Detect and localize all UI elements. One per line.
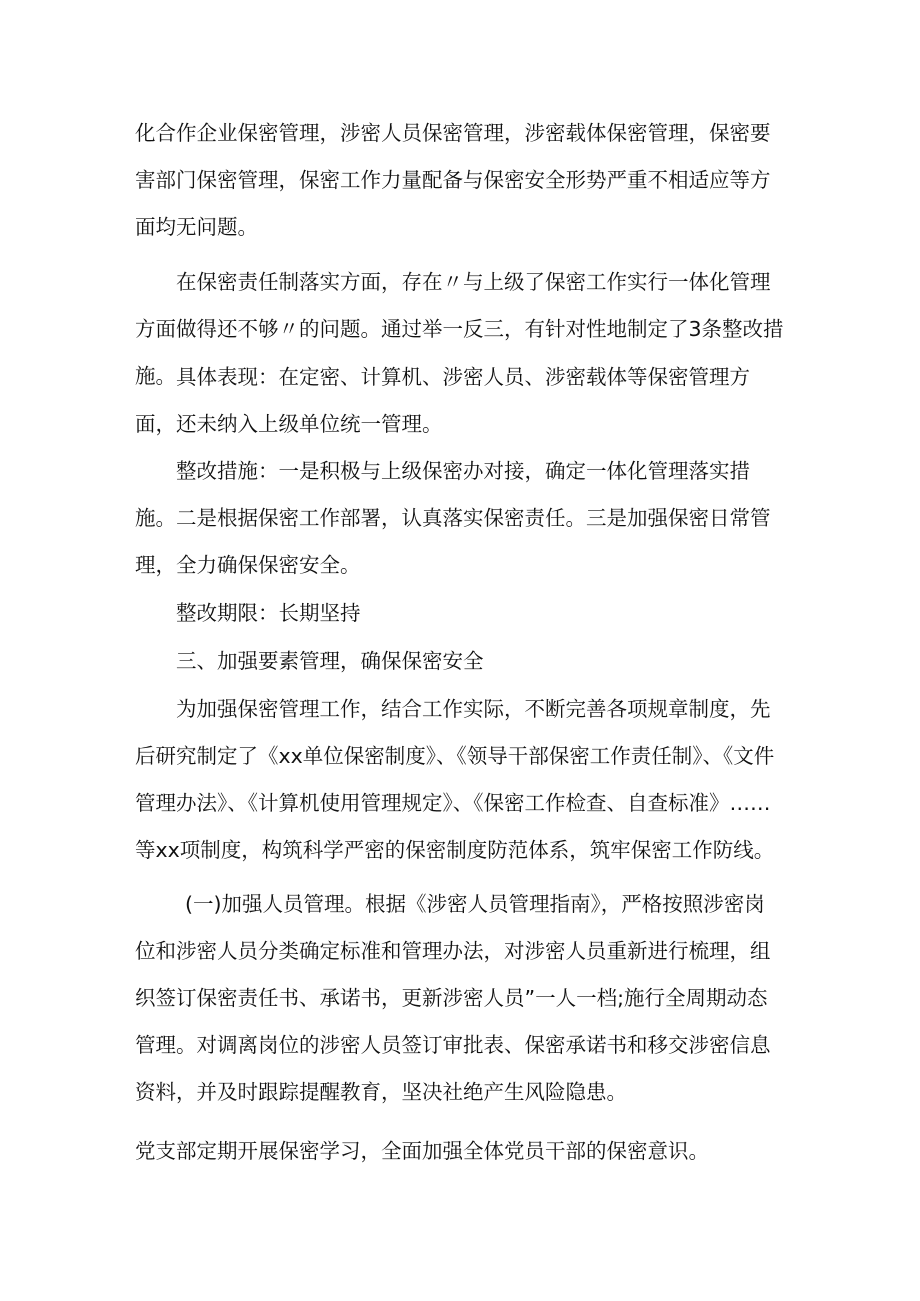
paragraph-2: 在保密责任制落实方面，存在〃与上级了保密工作实行一体化管理方面做得还不够〃的问题。通过举一反三，有针对性地制定了3条整改措施。 <box>135 270 784 388</box>
section-heading-3: 三、加强要素管理，确保保密安全 <box>176 649 484 673</box>
paragraph-4: 整改措施：一是积极与上级保密办对接，确定一体化管理落实措施。二是根据保密工作部署，认真落实保密责任。三是加强保密日常管理，全力确保保密安全。 <box>135 459 771 577</box>
paragraph-3: 具体表现：在定密、计算机、涉密人员、涉密载体等保密管理方面，还未纳入上级单位统一管理。 <box>135 365 750 436</box>
paragraph-9: 党支部定期开展保密学习，全面加强全体党员干部的保密意识。 <box>135 1139 709 1163</box>
paragraph-7: 为加强保密管理工作，结合工作实际，不断完善各项规章制度，先后研究制定了《xx单位保密制度》、《领导干部保密工作责任制》、《文件管理办法》、《计算机使用管理规定》、《保密工作检查、自查标准》……等xx项制度，构筑科学严密的保密制度防范体系，筑牢保密工作防线。 <box>135 697 775 862</box>
paragraph-8: (一)加强人员管理。根据《涉密人员管理指南》，严格按照涉密岗位和涉密人员分类确定标准和管理办法，对涉密人员重新进行梳理，组织签订保密责任书、承诺书，更新涉密人员”一人一档;施行全周期动态管理。对调离岗位的涉密人员签订审批表、保密承诺书和移交涉密信息资料，并及时跟踪提醒教育，坚决社绝产生风险隐患。 <box>135 892 771 1104</box>
paragraph-1: 化合作企业保密管理，涉密人员保密管理，涉密载体保密管理，保密要害部门保密管理，保密工作力量配备与保密安全形势严重不相适应等方面均无问题。 <box>135 121 771 239</box>
paragraph-5: 整改期限：长期坚持 <box>176 601 361 625</box>
